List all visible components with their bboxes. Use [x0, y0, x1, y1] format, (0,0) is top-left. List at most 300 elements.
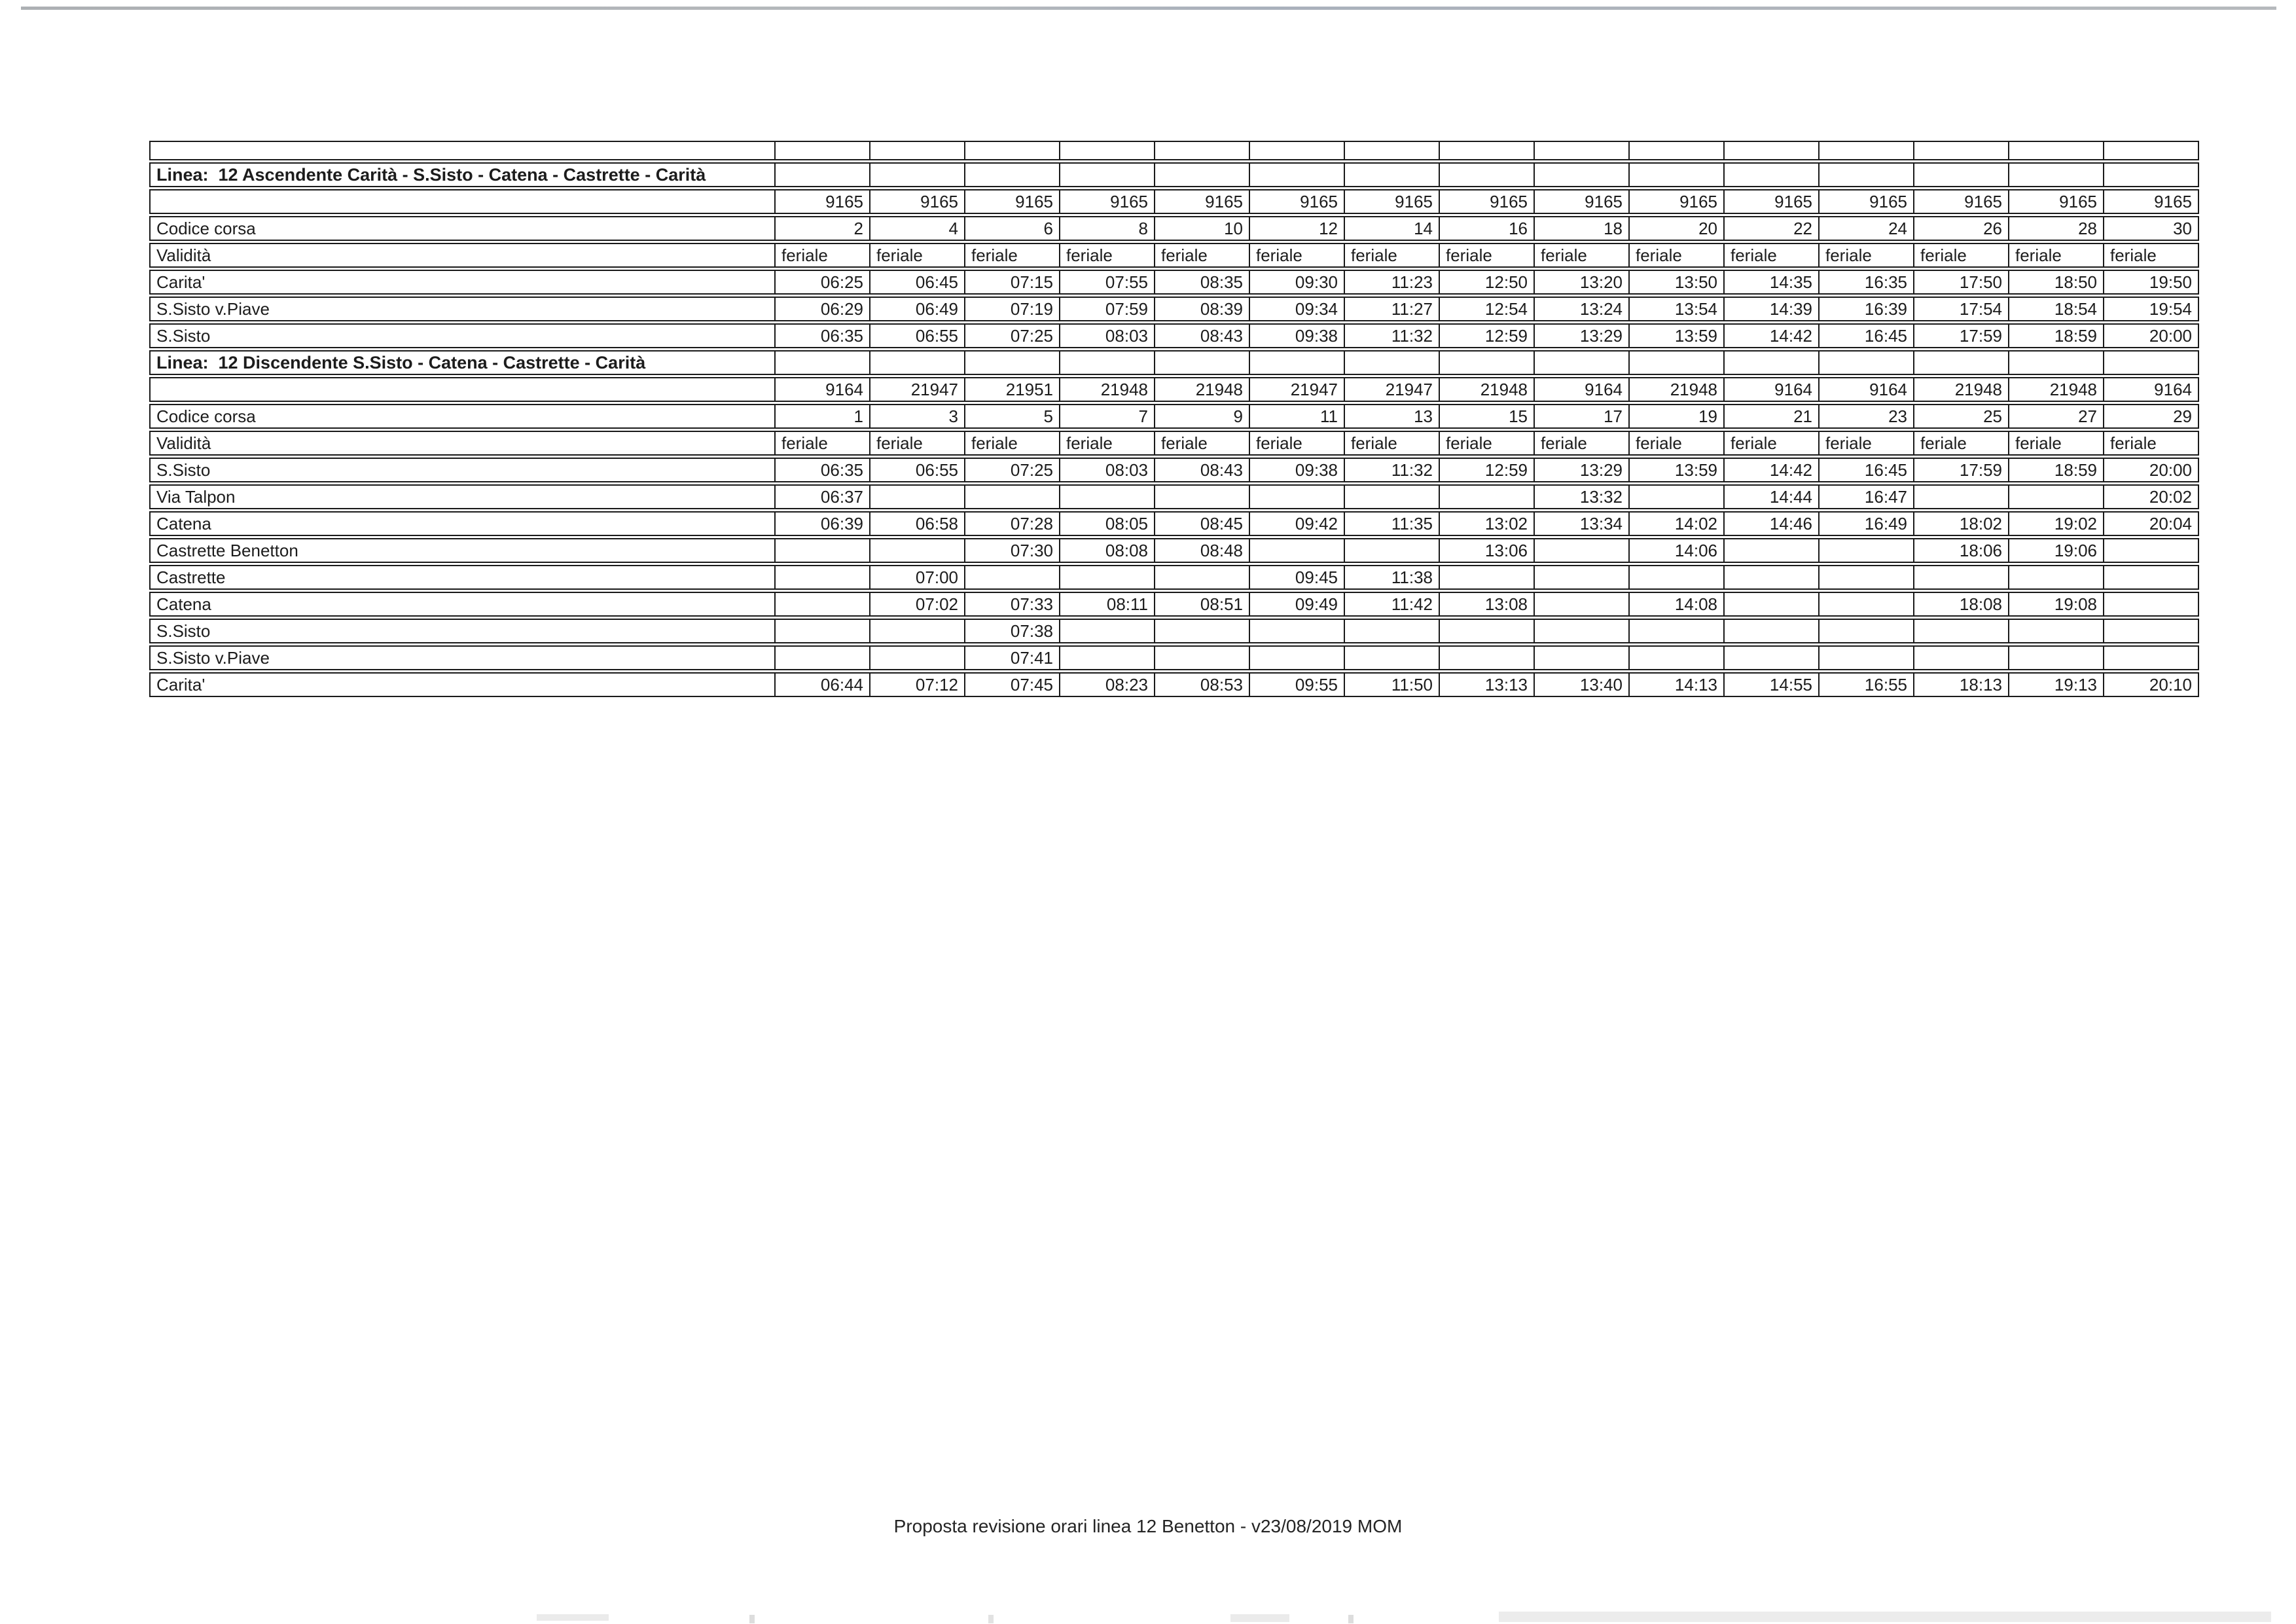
vehicle-cell: 9165 [1820, 189, 1914, 214]
vehicle-cell: 9165 [965, 189, 1060, 214]
time-cell: 09:42 [1250, 511, 1345, 536]
trip-code-cell: 20 [1630, 216, 1725, 241]
time-cell: 12:59 [1440, 458, 1535, 482]
time-cell: 13:59 [1630, 458, 1725, 482]
time-cell: 16:55 [1820, 672, 1914, 697]
time-cell [1155, 565, 1250, 590]
time-cell: 14:02 [1630, 511, 1725, 536]
time-cell: 11:27 [1345, 297, 1440, 321]
time-cell [1725, 619, 1820, 643]
vehicle-cell: 21948 [1155, 377, 1250, 402]
stop-name-cell: Catena [149, 511, 776, 536]
time-cell: 16:49 [1820, 511, 1914, 536]
vehicle-cell: 21948 [1914, 377, 2009, 402]
time-cell: 19:54 [2104, 297, 2199, 321]
trip-code-cell: 30 [2104, 216, 2199, 241]
section-title-empty-cell [1345, 162, 1440, 187]
time-cell: 14:08 [1630, 592, 1725, 617]
trip-code-cell: 12 [1250, 216, 1345, 241]
time-cell: 06:35 [776, 458, 870, 482]
timetable [149, 139, 2199, 699]
trip-code-cell: 17 [1535, 404, 1630, 429]
time-cell: 18:59 [2009, 458, 2104, 482]
footer-note: Proposta revisione orari linea 12 Benetton - v23/08/2019 MOM [893, 1516, 1403, 1536]
time-cell [1820, 538, 1914, 563]
time-cell: 13:29 [1535, 458, 1630, 482]
trip-code-cell: 8 [1060, 216, 1155, 241]
validity-cell: feriale [965, 243, 1060, 268]
time-cell: 14:44 [1725, 484, 1820, 509]
section-title-empty-cell [1155, 162, 1250, 187]
trip-code-cell: 14 [1345, 216, 1440, 241]
trip-code-cell: 27 [2009, 404, 2104, 429]
vehicle-cell: 9165 [1914, 189, 2009, 214]
vehicle-cell: 9165 [870, 189, 965, 214]
time-cell: 18:50 [2009, 270, 2104, 295]
time-cell: 06:55 [870, 323, 965, 348]
spacer-cell [1440, 141, 1535, 160]
stop-name-cell: Carita' [149, 672, 776, 697]
vehicle-cell: 9164 [1535, 377, 1630, 402]
section-title-empty-cell [965, 162, 1060, 187]
validity-cell: feriale [1440, 243, 1535, 268]
time-cell: 08:48 [1155, 538, 1250, 563]
time-cell: 07:59 [1060, 297, 1155, 321]
time-cell: 06:45 [870, 270, 965, 295]
section-title-cell: Linea: 12 Ascendente Carità - S.Sisto - Catena - Castrette - Carità [149, 162, 776, 187]
spacer-cell [149, 141, 776, 160]
stop-name-cell: Via Talpon [149, 484, 776, 509]
section-title-empty-cell [1535, 162, 1630, 187]
validity-cell: feriale [1820, 243, 1914, 268]
spacer-cell [1250, 141, 1345, 160]
time-cell [1060, 645, 1155, 670]
vehicle-cell: 9165 [1440, 189, 1535, 214]
vehicle-cell: 21948 [1440, 377, 1535, 402]
time-cell [1820, 619, 1914, 643]
trip-code-cell: 16 [1440, 216, 1535, 241]
time-cell [776, 619, 870, 643]
vehicle-cell: 21947 [1250, 377, 1345, 402]
section-title-cell: Linea: 12 Discendente S.Sisto - Catena - Castrette - Carità [149, 350, 776, 375]
time-cell: 18:02 [1914, 511, 2009, 536]
time-cell: 20:10 [2104, 672, 2199, 697]
validity-cell: feriale [1345, 243, 1440, 268]
time-cell [2104, 645, 2199, 670]
time-cell [2104, 592, 2199, 617]
validity-cell: feriale [1060, 431, 1155, 456]
section-title-empty-cell [1725, 350, 1820, 375]
spacer-cell [1345, 141, 1440, 160]
section-title-empty-cell [776, 162, 870, 187]
stop-name-cell: S.Sisto v.Piave [149, 645, 776, 670]
time-cell: 13:13 [1440, 672, 1535, 697]
validity-cell: feriale [1535, 431, 1630, 456]
time-cell: 12:50 [1440, 270, 1535, 295]
time-cell: 11:50 [1345, 672, 1440, 697]
time-cell [1630, 645, 1725, 670]
time-cell: 06:44 [776, 672, 870, 697]
time-cell: 07:00 [870, 565, 965, 590]
time-cell: 06:39 [776, 511, 870, 536]
section-title-empty-cell [2009, 350, 2104, 375]
section-title-empty-cell [965, 350, 1060, 375]
time-cell: 09:38 [1250, 458, 1345, 482]
time-cell [1345, 538, 1440, 563]
stop-name-cell: Castrette [149, 565, 776, 590]
time-cell [1250, 619, 1345, 643]
time-cell: 19:13 [2009, 672, 2104, 697]
time-cell: 14:42 [1725, 323, 1820, 348]
time-cell [1440, 645, 1535, 670]
time-cell [1250, 538, 1345, 563]
trip-code-cell: 28 [2009, 216, 2104, 241]
time-cell: 08:23 [1060, 672, 1155, 697]
time-cell: 08:03 [1060, 458, 1155, 482]
vehicle-cell: 9165 [1535, 189, 1630, 214]
time-cell: 16:47 [1820, 484, 1914, 509]
time-cell: 07:15 [965, 270, 1060, 295]
time-cell: 18:54 [2009, 297, 2104, 321]
time-cell [1820, 592, 1914, 617]
vehicle-cell: 21948 [2009, 377, 2104, 402]
time-cell: 14:13 [1630, 672, 1725, 697]
section-title-empty-cell [1440, 350, 1535, 375]
time-cell: 08:11 [1060, 592, 1155, 617]
time-cell: 14:46 [1725, 511, 1820, 536]
validity-cell: feriale [776, 431, 870, 456]
validity-cell: feriale [1914, 243, 2009, 268]
time-cell [2009, 484, 2104, 509]
time-cell: 09:49 [1250, 592, 1345, 617]
spacer-cell [776, 141, 870, 160]
time-cell: 09:34 [1250, 297, 1345, 321]
time-cell: 09:55 [1250, 672, 1345, 697]
vehicle-cell: 9164 [776, 377, 870, 402]
stop-name-cell: Carita' [149, 270, 776, 295]
time-cell: 18:59 [2009, 323, 2104, 348]
time-cell [965, 484, 1060, 509]
validity-cell: feriale [2104, 431, 2199, 456]
time-cell: 07:25 [965, 458, 1060, 482]
section-title-empty-cell [1725, 162, 1820, 187]
time-cell [776, 538, 870, 563]
time-cell [776, 592, 870, 617]
time-cell: 08:45 [1155, 511, 1250, 536]
time-cell: 19:50 [2104, 270, 2199, 295]
validity-cell: feriale [1155, 243, 1250, 268]
trip-code-cell: 5 [965, 404, 1060, 429]
section-title-empty-cell [2104, 162, 2199, 187]
time-cell: 07:02 [870, 592, 965, 617]
time-cell: 17:59 [1914, 458, 2009, 482]
section-title-empty-cell [2009, 162, 2104, 187]
time-cell [1535, 538, 1630, 563]
time-cell [1725, 592, 1820, 617]
time-cell: 07:45 [965, 672, 1060, 697]
validity-cell: feriale [2104, 243, 2199, 268]
time-cell: 07:28 [965, 511, 1060, 536]
trip-code-cell: 11 [1250, 404, 1345, 429]
trip-code-cell: 15 [1440, 404, 1535, 429]
time-cell: 07:55 [1060, 270, 1155, 295]
validity-cell: feriale [870, 431, 965, 456]
vehicle-cell: 9165 [2009, 189, 2104, 214]
time-cell: 14:06 [1630, 538, 1725, 563]
vehicle-cell: 9165 [1155, 189, 1250, 214]
trip-code-cell: 9 [1155, 404, 1250, 429]
validity-cell: feriale [1725, 243, 1820, 268]
trip-code-cell: 26 [1914, 216, 2009, 241]
vehicle-cell: 21951 [965, 377, 1060, 402]
time-cell: 07:33 [965, 592, 1060, 617]
spacer-cell [1060, 141, 1155, 160]
time-cell: 17:50 [1914, 270, 2009, 295]
time-cell: 13:50 [1630, 270, 1725, 295]
time-cell: 18:08 [1914, 592, 2009, 617]
validity-cell: feriale [1535, 243, 1630, 268]
validity-cell: feriale [870, 243, 965, 268]
time-cell: 13:29 [1535, 323, 1630, 348]
time-cell: 08:03 [1060, 323, 1155, 348]
time-cell [1440, 565, 1535, 590]
time-cell: 16:35 [1820, 270, 1914, 295]
validity-cell: feriale [2009, 431, 2104, 456]
section-title-empty-cell [1535, 350, 1630, 375]
time-cell: 19:06 [2009, 538, 2104, 563]
trip-code-label-cell: Codice corsa [149, 216, 776, 241]
validity-cell: feriale [1060, 243, 1155, 268]
validity-cell: feriale [1345, 431, 1440, 456]
section-title-empty-cell [2104, 350, 2199, 375]
validity-cell: feriale [1630, 431, 1725, 456]
section-title-empty-cell [1914, 350, 2009, 375]
vehicle-cell: 9165 [1250, 189, 1345, 214]
time-cell: 08:51 [1155, 592, 1250, 617]
section-title-empty-cell [1060, 162, 1155, 187]
trip-code-cell: 3 [870, 404, 965, 429]
time-cell [1060, 484, 1155, 509]
time-cell: 11:32 [1345, 458, 1440, 482]
spacer-cell [2009, 141, 2104, 160]
time-cell [1060, 619, 1155, 643]
vehicle-cell: 9164 [1820, 377, 1914, 402]
time-cell [2104, 565, 2199, 590]
section-title-empty-cell [1060, 350, 1155, 375]
validity-cell: feriale [1914, 431, 2009, 456]
time-cell: 11:38 [1345, 565, 1440, 590]
stop-name-cell: S.Sisto v.Piave [149, 297, 776, 321]
spacer-cell [965, 141, 1060, 160]
time-cell: 08:39 [1155, 297, 1250, 321]
validity-label-cell: Validità [149, 431, 776, 456]
trip-code-cell: 19 [1630, 404, 1725, 429]
time-cell: 12:54 [1440, 297, 1535, 321]
time-cell [1250, 484, 1345, 509]
time-cell: 07:41 [965, 645, 1060, 670]
time-cell [1725, 538, 1820, 563]
trip-code-cell: 24 [1820, 216, 1914, 241]
time-cell: 13:34 [1535, 511, 1630, 536]
trip-code-cell: 10 [1155, 216, 1250, 241]
vehicle-cell: 21947 [1345, 377, 1440, 402]
time-cell [1914, 619, 2009, 643]
section-title-empty-cell [1345, 350, 1440, 375]
time-cell: 13:54 [1630, 297, 1725, 321]
time-cell: 18:13 [1914, 672, 2009, 697]
time-cell: 09:45 [1250, 565, 1345, 590]
section-title-empty-cell [1630, 350, 1725, 375]
time-cell [870, 484, 965, 509]
section-title-empty-cell [870, 162, 965, 187]
time-cell [870, 619, 965, 643]
time-cell [1535, 565, 1630, 590]
spacer-cell [1820, 141, 1914, 160]
time-cell [1914, 484, 2009, 509]
time-cell [1630, 484, 1725, 509]
time-cell: 14:39 [1725, 297, 1820, 321]
time-cell [870, 645, 965, 670]
vehicle-cell: 9165 [2104, 189, 2199, 214]
spacer-cell [1535, 141, 1630, 160]
time-cell: 13:20 [1535, 270, 1630, 295]
trip-code-cell: 18 [1535, 216, 1630, 241]
time-cell: 07:19 [965, 297, 1060, 321]
time-cell [1440, 619, 1535, 643]
time-cell: 18:06 [1914, 538, 2009, 563]
time-cell: 09:38 [1250, 323, 1345, 348]
time-cell [1345, 484, 1440, 509]
time-cell [1820, 645, 1914, 670]
spacer-cell [1155, 141, 1250, 160]
time-cell: 13:08 [1440, 592, 1535, 617]
vehicle-cell: 9165 [1630, 189, 1725, 214]
vehicle-cell: 9165 [1725, 189, 1820, 214]
time-cell: 11:35 [1345, 511, 1440, 536]
time-cell: 06:37 [776, 484, 870, 509]
stop-name-cell: S.Sisto [149, 619, 776, 643]
time-cell [1820, 565, 1914, 590]
validity-cell: feriale [1630, 243, 1725, 268]
vehicle-cell: 21948 [1060, 377, 1155, 402]
trip-code-cell: 23 [1820, 404, 1914, 429]
trip-code-cell: 1 [776, 404, 870, 429]
time-cell: 12:59 [1440, 323, 1535, 348]
time-cell: 17:54 [1914, 297, 2009, 321]
spacer-cell [870, 141, 965, 160]
time-cell: 06:55 [870, 458, 965, 482]
vehicle-cell: 9164 [2104, 377, 2199, 402]
trip-code-cell: 29 [2104, 404, 2199, 429]
trip-code-cell: 7 [1060, 404, 1155, 429]
validity-label-cell: Validità [149, 243, 776, 268]
time-cell: 08:43 [1155, 458, 1250, 482]
time-cell [2104, 538, 2199, 563]
time-cell: 14:55 [1725, 672, 1820, 697]
section-title-empty-cell [1630, 162, 1725, 187]
scan-artifact-top [21, 7, 2276, 10]
spacer-cell [1914, 141, 2009, 160]
validity-cell: feriale [776, 243, 870, 268]
time-cell [1250, 645, 1345, 670]
trip-code-cell: 22 [1725, 216, 1820, 241]
time-cell [1535, 592, 1630, 617]
time-cell: 16:45 [1820, 323, 1914, 348]
validity-cell: feriale [1250, 431, 1345, 456]
time-cell [1440, 484, 1535, 509]
vehicle-row-label-cell [149, 377, 776, 402]
time-cell: 19:08 [2009, 592, 2104, 617]
time-cell: 11:42 [1345, 592, 1440, 617]
trip-code-cell: 4 [870, 216, 965, 241]
time-cell: 19:02 [2009, 511, 2104, 536]
time-cell [776, 645, 870, 670]
time-cell: 07:38 [965, 619, 1060, 643]
time-cell [2104, 619, 2199, 643]
validity-cell: feriale [1820, 431, 1914, 456]
section-title-empty-cell [776, 350, 870, 375]
time-cell [1725, 565, 1820, 590]
section-title-empty-cell [1250, 350, 1345, 375]
time-cell: 08:43 [1155, 323, 1250, 348]
time-cell: 16:39 [1820, 297, 1914, 321]
time-cell: 11:23 [1345, 270, 1440, 295]
validity-cell: feriale [1250, 243, 1345, 268]
time-cell: 16:45 [1820, 458, 1914, 482]
time-cell: 06:35 [776, 323, 870, 348]
section-title-empty-cell [1250, 162, 1345, 187]
time-cell: 14:35 [1725, 270, 1820, 295]
time-cell: 06:58 [870, 511, 965, 536]
time-cell: 06:49 [870, 297, 965, 321]
section-title-empty-cell [1820, 350, 1914, 375]
time-cell: 07:30 [965, 538, 1060, 563]
time-cell [1535, 619, 1630, 643]
time-cell [1155, 645, 1250, 670]
time-cell: 08:53 [1155, 672, 1250, 697]
time-cell: 13:40 [1535, 672, 1630, 697]
time-cell [776, 565, 870, 590]
vehicle-cell: 21948 [1630, 377, 1725, 402]
vehicle-cell: 9165 [1345, 189, 1440, 214]
time-cell [1060, 565, 1155, 590]
validity-cell: feriale [1725, 431, 1820, 456]
time-cell: 13:06 [1440, 538, 1535, 563]
time-cell [1155, 484, 1250, 509]
time-cell: 08:35 [1155, 270, 1250, 295]
time-cell: 13:59 [1630, 323, 1725, 348]
stop-name-cell: S.Sisto [149, 458, 776, 482]
time-cell [1345, 619, 1440, 643]
time-cell: 20:00 [2104, 458, 2199, 482]
time-cell: 11:32 [1345, 323, 1440, 348]
trip-code-label-cell: Codice corsa [149, 404, 776, 429]
time-cell: 08:05 [1060, 511, 1155, 536]
time-cell [1630, 565, 1725, 590]
time-cell: 06:29 [776, 297, 870, 321]
section-title-empty-cell [1440, 162, 1535, 187]
time-cell: 17:59 [1914, 323, 2009, 348]
vehicle-row-label-cell [149, 189, 776, 214]
stop-name-cell: Castrette Benetton [149, 538, 776, 563]
validity-cell: feriale [1155, 431, 1250, 456]
time-cell [1914, 645, 2009, 670]
vehicle-cell: 9165 [776, 189, 870, 214]
stop-name-cell: Catena [149, 592, 776, 617]
spacer-cell [1630, 141, 1725, 160]
section-title-empty-cell [870, 350, 965, 375]
spacer-cell [1725, 141, 1820, 160]
